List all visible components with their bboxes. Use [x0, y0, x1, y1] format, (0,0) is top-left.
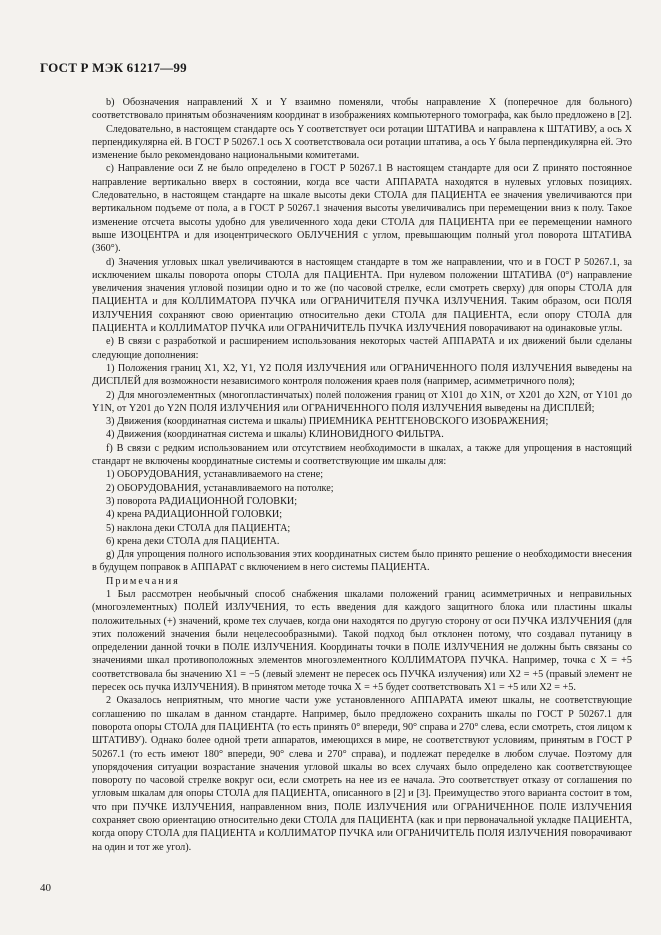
paragraph: 1 Был рассмотрен необычный способ снабжения шкалами положений границ асимметричных и неправильных (многоэлементных) ПОЛЕЙ ИЗЛУЧЕНИЯ, то есть введения для каждого защитного блока или пластины шкалы положительных (+) значений, кроме тех случаев, когда они находятся по другую сторону от оси ПУЧКА ИЗЛУЧЕНИЯ (для этих положений значения были нецелесообразными). Такой подход был отклонен потому, что создавал путаницу в определении данной точки в ПОЛЕ ИЗЛУЧЕНИЯ. Координаты точки в ПОЛЕ ИЗЛУЧЕНИЯ не должны быть связаны со значениями шкал противоположных элементов многоэлементного КОЛЛИМАТОРА ПУЧКА. Например, точка с X = +5 соответствовала бы значению X1 = −5 (левый элемент не пересек ось ПУЧКА излучения) или X2 = +5 (правый элемент не пересек ось пучка ИЗЛУЧЕНИЯ). В принятом методе точка X = +5 будет соответствовать X1 = +5 или X2 = +5.: [92, 588, 632, 694]
paragraph: Следовательно, в настоящем стандарте ось Y соответствует оси ротации ШТАТИВА и направлена к ШТАТИВУ, а ось X перпендикулярна ей. В ГОСТ Р 50267.1 ось X соответствовала оси ротации штатива, а ось Y была перпендикулярна ей. Это изменение было рекомендовано национальными комитетами.: [92, 123, 632, 162]
notes-heading: Примечания: [106, 575, 180, 587]
paragraph: 3) поворота РАДИАЦИОННОЙ ГОЛОВКИ;: [106, 495, 298, 507]
paragraph: 4) Движения (координатная система и шкалы) КЛИНОВИДНОГО ФИЛЬТРА.: [106, 429, 444, 441]
paragraph: 2) Для многоэлементных (многопластинчатых) полей положения границ от X101 до X1N, от X201 до X2N, от Y101 до Y1N, от Y201 до Y2N ПОЛЯ ИЗЛУЧЕНИЯ или ОГРАНИЧЕННОГО ПОЛЯ ИЗЛУЧЕНИЯ выведены на ДИСПЛЕЙ;: [92, 389, 632, 414]
page-number: 40: [40, 882, 51, 894]
paragraph: e) В связи с разработкой и расширением использования некоторых частей АППАРАТА и их движений были сделаны следующие дополнения:: [92, 336, 632, 361]
paragraph: 1) Положения границ X1, X2, Y1, Y2 ПОЛЯ ИЗЛУЧЕНИЯ или ОГРАНИЧЕННОГО ПОЛЯ ИЗЛУЧЕНИЯ выведены на ДИСПЛЕЙ для возможности независимого контроля положения краев поля (например, асимметричного поля);: [92, 362, 632, 388]
paragraph: 6) крена деки СТОЛА для ПАЦИЕНТА.: [106, 535, 280, 547]
paragraph: 2 Оказалось неприятным, что многие части уже установленного АППАРАТА имеют шкалы, не соответствующие соглашению по шкалам в данном стандарте. Например, было предложено сохранить шкалы по ГОСТ Р 50267.1 для поворота опоры СТОЛА для ПАЦИЕНТА (то есть принять 0° впереди, 90° справа и 270° слева, если смотреть, стоя лицом к ШТАТИВУ). Однако более одной трети аппаратов, имеющихся в мире, не соответствуют условиям, принятым в ГОСТ Р 50267.1 (то есть имеют 180° впереди, 90° слева и 270° справа), и подлежат переделке в любом случае. Поэтому для упорядочения ситуации возрастание значения угловой шкалы во всех случаях было определено как соответствующее повороту по часовой стрелке вокруг оси, если смотреть на нее из ее начала. Это соответствует отказу от соглашения по угловым шкалам для опоры СТОЛА для ПАЦИЕНТА, описанного в [2] и [3]. Преимущество этого варианта состоит в том, что при ПУЧКЕ ИЗЛУЧЕНИЯ, направленном вниз, ПОЛЕ ИЗЛУЧЕНИЯ или ОГРАНИЧЕННОЕ ПОЛЕ ИЗЛУЧЕНИЯ сохраняет свою ориентацию относительно деки СТОЛА для ПАЦИЕНТА (как и при первоначальной укладке ПАЦИЕНТА, когда опору СТОЛА для ПАЦИЕНТА и КОЛЛИМАТОР ПУЧКА или ОГРАНИЧИТЕЛЬ ПОЛЯ ИЗЛУЧЕНИЯ поворачивают на один и тот же угол).: [92, 695, 632, 853]
document-body: [92, 96, 632, 854]
paragraph: 1) ОБОРУДОВАНИЯ, устанавливаемого на стене;: [106, 469, 324, 481]
paragraph: g) Для упрощения полного использования этих координатных систем было принято решение о необходимости внесения в будущем поправок в АППАРАТ с включением в него системы ПАЦИЕНТА.: [92, 549, 632, 574]
paragraph: 3) Движения (координатная система и шкалы) ПРИЕМНИКА РЕНТГЕНОВСКОГО ИЗОБРАЖЕНИЯ;: [106, 416, 549, 428]
paragraph: 5) наклона деки СТОЛА для ПАЦИЕНТА;: [106, 522, 291, 534]
paragraph: f) В связи с редким использованием или отсутствием необходимости в шкалах, а также для упрощения в настоящий стандарт не включены координатные системы и соответствующие им шкалы для:: [92, 442, 632, 468]
document-header: ГОСТ Р МЭК 61217—99: [40, 60, 187, 75]
paragraph: b) Обозначения направлений X и Y взаимно поменяли, чтобы направление X (поперечное для больного) соответствовало принятым обозначениям координат в изображениях компьютерного томографа, как было предложено в [2].: [92, 97, 632, 122]
paragraph: 2) ОБОРУДОВАНИЯ, устанавливаемого на потолке;: [106, 482, 334, 494]
paragraph: c) Направление оси Z не было определено в ГОСТ Р 50267.1 В настоящем стандарте для оси Z принято постоянное направление вертикально вверх в состоянии, когда все части АППАРАТА находятся в нулевых угловых позициях. Следовательно, в настоящем стандарте на шкале высоты деки СТОЛА для ПАЦИЕНТА ее значения увеличиваются при вертикальном подъеме от пола, а в ГОСТ Р 50267.1 значения высоты увеличивались при перемещении вниз к полу. Такое изменение отсчета высоты удобно для увеличенного хода деки СТОЛА для ПАЦИЕНТА при ее перемещении намного выше ИЗОЦЕНТРА и для изоцентрического ОБЛУЧЕНИЯ с углом, превышающим полный угол поворота ШТАТИВА (360°).: [92, 163, 632, 255]
paragraph: d) Значения угловых шкал увеличиваются в настоящем стандарте в том же направлении, что и в ГОСТ Р 50267.1, за исключением шкалы поворота опоры СТОЛА для ПАЦИЕНТА. При нулевом положении ШТАТИВА (0°) направление увеличения значения угловой позиции одно и то же (по часовой стрелке, если смотреть сверху) для опоры СТОЛА для ПАЦИЕНТА и для КОЛЛИМАТОРА ПУЧКА или ОГРАНИЧИТЕЛЯ ПУЧКА ИЗЛУЧЕНИЯ. Таким образом, оси ПОЛЯ ИЗЛУЧЕНИЯ сохраняют свою ориентацию относительно деки СТОЛА для ПАЦИЕНТА, если опору СТОЛА для ПАЦИЕНТА и КОЛЛИМАТОР ПУЧКА или ОГРАНИЧИТЕЛЬ ПУЧКА ИЗЛУЧЕНИЯ поворачивают на одинаковые углы.: [92, 256, 632, 335]
paragraph: 4) крена РАДИАЦИОННОЙ ГОЛОВКИ;: [106, 509, 283, 521]
